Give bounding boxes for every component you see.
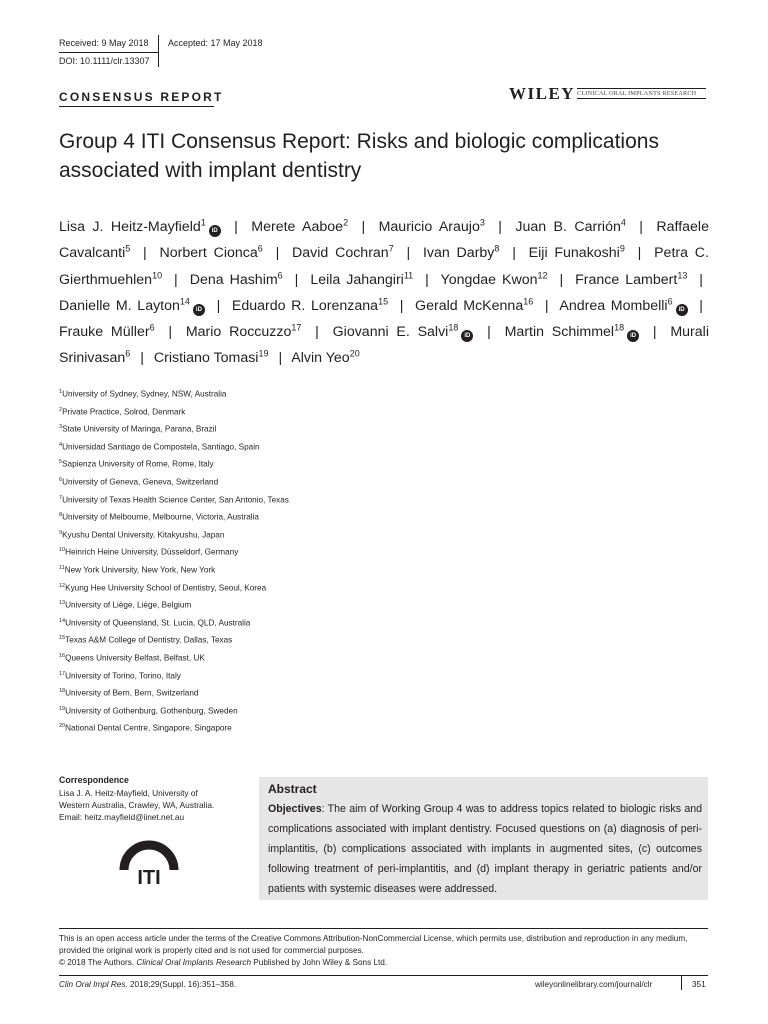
correspondence-body — [59, 787, 249, 823]
author-name: Mario Roccuzzo — [185, 324, 292, 341]
author-affiliation-number: 11 — [403, 269, 414, 280]
publisher-logo: WILEY — [509, 84, 576, 103]
affiliation-number: 11 — [59, 564, 65, 571]
affiliation-text: University of Torino, Torino, Italy — [65, 671, 181, 681]
page-number: 351 — [692, 980, 706, 989]
objectives-label: Objectives — [268, 803, 322, 815]
author-affiliation-number: 4 — [620, 217, 626, 228]
meta-divider — [158, 35, 159, 67]
author-separator: | — [652, 324, 657, 341]
author-separator: | — [699, 271, 703, 288]
abstract-text — [268, 800, 702, 900]
author-affiliation-number: 6 — [667, 296, 673, 307]
author-name: Leila Jahangiri — [310, 271, 404, 288]
author-name: Raffaele Cavalcanti — [59, 219, 709, 262]
author-name: Alvin Yeo — [291, 350, 350, 367]
affiliation-text: University of Gothenburg, Gothenburg, Sweden — [65, 706, 238, 716]
affiliation-number: 1 — [59, 389, 63, 395]
affiliation-item — [59, 472, 289, 490]
author-affiliation-number: 18 — [614, 322, 625, 333]
author-separator: | — [174, 271, 178, 288]
affiliation-number: 13 — [59, 600, 66, 607]
orcid-icon[interactable]: iD — [627, 330, 639, 342]
affiliation-item — [59, 525, 289, 543]
author-affiliation-number: 6 — [125, 348, 131, 359]
author-separator: | — [278, 350, 283, 367]
author-name: Mauricio Araujo — [378, 219, 480, 235]
affiliation-list — [59, 384, 289, 736]
author-affiliation-number: 6 — [257, 243, 263, 254]
author-separator: | — [406, 245, 411, 262]
affiliation-text: National Dental Centre, Singapore, Singapore — [65, 724, 232, 734]
affiliation-text: Heinrich Heine University, Düsseldorf, Germany — [65, 548, 239, 558]
author-separator: | — [487, 324, 491, 341]
iti-logo — [118, 836, 180, 898]
author-affiliation-number: 1 — [200, 217, 206, 228]
affiliation-text: University of Melbourne, Melbourne, Victoria, Australia — [62, 512, 259, 522]
author-separator: | — [399, 297, 404, 314]
author-affiliation-number: 14 — [179, 296, 190, 307]
author-name: France Lambert — [575, 271, 678, 288]
author-name: Lisa J. Heitz-Mayfield — [59, 219, 201, 235]
received-date: Received: 9 May 2018 — [59, 38, 149, 48]
author-separator: | — [140, 350, 144, 367]
page-number-divider — [681, 976, 682, 990]
doi[interactable]: DOI: 10.1111/clr.13307 — [59, 56, 150, 66]
affiliation-number: 8 — [59, 512, 63, 519]
author-separator: | — [699, 297, 703, 314]
author-name: Juan B. Carrión — [515, 219, 621, 235]
affiliation-number: 5 — [59, 459, 63, 466]
citation: Clin Oral Impl Res. 2018;29(Suppl. 16):351–358. — [59, 980, 237, 989]
orcid-icon[interactable]: iD — [461, 330, 473, 342]
author-separator: | — [637, 245, 642, 262]
affiliation-number: 16 — [59, 652, 66, 659]
affiliation-item — [59, 490, 289, 508]
affiliation-item — [59, 454, 289, 472]
author-name: Merete Aaboe — [251, 219, 344, 235]
license-statement: This is an open access article under the terms of the Creative Commons Attribution-NonCommercial License, which permits use, distribution and reproduction in any medium, provided the original work is properly cited and is not used for commercial purposes. — [59, 934, 688, 955]
author-separator: | — [544, 297, 549, 314]
affiliation-item — [59, 507, 289, 525]
author-affiliation-number: 3 — [479, 217, 485, 228]
author-separator: | — [512, 245, 516, 262]
affiliation-item — [59, 384, 289, 402]
affiliation-text: University of Texas Health Science Center, San Antonio, Texas — [62, 495, 289, 505]
author-separator: | — [425, 271, 429, 288]
author-affiliation-number: 7 — [388, 243, 394, 254]
affiliation-item — [59, 402, 289, 420]
author-name: Gerald McKenna — [415, 297, 524, 314]
author-name: Norbert Cionca — [159, 245, 258, 262]
author-affiliation-number: 17 — [291, 322, 302, 333]
iti-logo-text: ITI — [137, 867, 161, 889]
author-affiliation-number: 8 — [494, 243, 500, 254]
author-name: Murali Srinivasan — [59, 324, 709, 367]
affiliation-text: Kyushu Dental University, Kitakyushu, Japan — [62, 530, 225, 540]
affiliation-item — [59, 437, 289, 455]
footer-rule-2 — [59, 975, 708, 976]
author-separator: | — [361, 219, 366, 235]
affiliation-number: 19 — [59, 705, 66, 712]
author-affiliation-number: 6 — [277, 269, 283, 280]
author-affiliation-number: 20 — [349, 348, 360, 359]
author-separator: | — [639, 219, 643, 235]
author-list — [59, 214, 709, 372]
meta-rule — [59, 52, 158, 53]
affiliation-item — [59, 542, 289, 560]
affiliation-number: 14 — [59, 617, 66, 624]
correspondence-email[interactable]: Email: heitz.mayfield@iinet.net.au — [59, 812, 185, 822]
author-affiliation-number: 15 — [378, 296, 389, 307]
author-name: Ivan Darby — [422, 245, 495, 262]
author-affiliation-number: 5 — [125, 243, 131, 254]
affiliation-text: University of Sydney, Sydney, NSW, Australia — [62, 389, 227, 399]
orcid-icon[interactable]: iD — [209, 225, 221, 237]
affiliation-text: Queens University Belfast, Belfast, UK — [65, 653, 205, 663]
author-affiliation-number: 13 — [677, 269, 688, 280]
author-separator: | — [498, 219, 502, 235]
affiliation-item — [59, 648, 289, 666]
author-separator: | — [143, 245, 147, 262]
affiliation-number: 15 — [59, 635, 66, 642]
author-affiliation-number: 16 — [523, 296, 534, 307]
affiliation-number: 4 — [59, 441, 63, 448]
affiliation-number: 17 — [59, 670, 66, 677]
journal-website[interactable]: wileyonlinelibrary.com/journal/clr — [535, 980, 653, 989]
author-name: Martin Schimmel — [504, 324, 615, 341]
author-name: Petra C. Gierthmuehlen — [59, 245, 709, 288]
author-name: Dena Hashim — [189, 271, 278, 288]
affiliation-number: 9 — [59, 529, 63, 536]
affiliation-item — [59, 578, 289, 596]
author-affiliation-number: 2 — [343, 217, 349, 228]
author-separator: | — [294, 271, 299, 288]
abstract-title: Abstract — [268, 782, 317, 796]
correspondence-title: Correspondence — [59, 775, 129, 785]
author-name: Danielle M. Layton — [59, 297, 180, 314]
affiliation-text: University of Queensland, St. Lucia, QLD, Australia — [65, 618, 251, 628]
author-separator: | — [559, 271, 564, 288]
author-affiliation-number: 12 — [537, 269, 548, 280]
author-separator: | — [315, 324, 319, 341]
author-name: Yongdae Kwon — [440, 271, 538, 288]
affiliation-number: 7 — [59, 494, 63, 501]
affiliation-number: 20 — [59, 723, 66, 730]
affiliation-text: Kyung Hee University School of Dentistry, Seoul, Korea — [65, 583, 267, 593]
affiliation-text: University of Bern, Bern, Switzerland — [65, 688, 199, 698]
affiliation-number: 10 — [59, 547, 66, 554]
affiliation-item — [59, 560, 289, 578]
affiliation-number: 2 — [59, 406, 63, 413]
affiliation-item — [59, 666, 289, 684]
author-name: Eiji Funakoshi — [528, 245, 620, 262]
affiliation-text: University of Liège, Liège, Belgium — [65, 600, 192, 610]
affiliation-item — [59, 701, 289, 719]
author-name: Giovanni E. Salvi — [332, 324, 449, 341]
journal-name: CLINICAL ORAL IMPLANTS RESEARCH — [577, 88, 706, 99]
affiliation-number: 18 — [59, 688, 66, 695]
affiliation-text: New York University, New York, New York — [64, 565, 216, 575]
orcid-icon[interactable]: iD — [676, 304, 688, 316]
article-title: Group 4 ITI Consensus Report: Risks and biologic complications associated with implant dentistry — [59, 130, 659, 182]
affiliation-item — [59, 718, 289, 736]
license-text — [59, 933, 709, 969]
affiliation-number: 6 — [59, 476, 63, 483]
author-affiliation-number: 18 — [448, 322, 459, 333]
correspondence-address: Western Australia, Crawley, WA, Australia. — [59, 800, 215, 810]
affiliation-text: Universidad Santiago de Compostela, Santiago, Spain — [62, 442, 260, 452]
author-separator: | — [234, 219, 238, 235]
footer-rule — [59, 928, 708, 929]
affiliation-text: Texas A&M College of Dentistry, Dallas, Texas — [65, 636, 233, 646]
author-affiliation-number: 10 — [152, 269, 163, 280]
section-rule — [59, 106, 214, 107]
copyright-line: © 2018 The Authors. Clinical Oral Implants Research Published by John Wiley & Sons Ltd. — [59, 958, 388, 967]
affiliation-item — [59, 630, 289, 648]
accepted-date: Accepted: 17 May 2018 — [168, 38, 263, 48]
author-affiliation-number: 6 — [149, 322, 155, 333]
author-separator: | — [275, 245, 280, 262]
affiliation-number: 12 — [59, 582, 66, 589]
author-name: Eduardo R. Lorenzana — [231, 297, 379, 314]
affiliation-text: State University of Maringa, Parana, Brazil — [62, 424, 217, 434]
orcid-icon[interactable]: iD — [193, 304, 205, 316]
affiliation-item — [59, 613, 289, 631]
author-name: Cristiano Tomasi — [153, 350, 259, 367]
author-separator: | — [168, 324, 173, 341]
author-affiliation-number: 19 — [258, 348, 269, 359]
affiliation-text: University of Geneva, Geneva, Switzerland — [62, 477, 219, 487]
affiliation-item — [59, 683, 289, 701]
affiliation-item — [59, 595, 289, 613]
affiliation-text: Sapienza University of Rome, Rome, Italy — [62, 460, 214, 470]
objectives-text: : The aim of Working Group 4 was to address topics related to biologic risks and complications associated with implant dentistry. Focused questions on (a) diagnosis of peri-implantitis, (b) complications associated with implants in augmented sites, (c) outcomes following treatment of peri-implantitis, and (d) implant therapy in geriatric patients and/or patients with systemic diseases were addressed. — [268, 803, 702, 895]
author-affiliation-number: 9 — [619, 243, 625, 254]
affiliation-text: Private Practice, Solrod, Denmark — [62, 407, 186, 417]
affiliation-number: 3 — [59, 424, 63, 431]
author-name: David Cochran — [292, 245, 389, 262]
section-label: CONSENSUS REPORT — [59, 90, 224, 104]
author-separator: | — [216, 297, 221, 314]
author-name: Andrea Mombelli — [559, 297, 668, 314]
affiliation-item — [59, 419, 289, 437]
correspondence-name: Lisa J. A. Heitz-Mayfield, University of — [59, 788, 198, 798]
author-name: Frauke Müller — [59, 324, 150, 341]
